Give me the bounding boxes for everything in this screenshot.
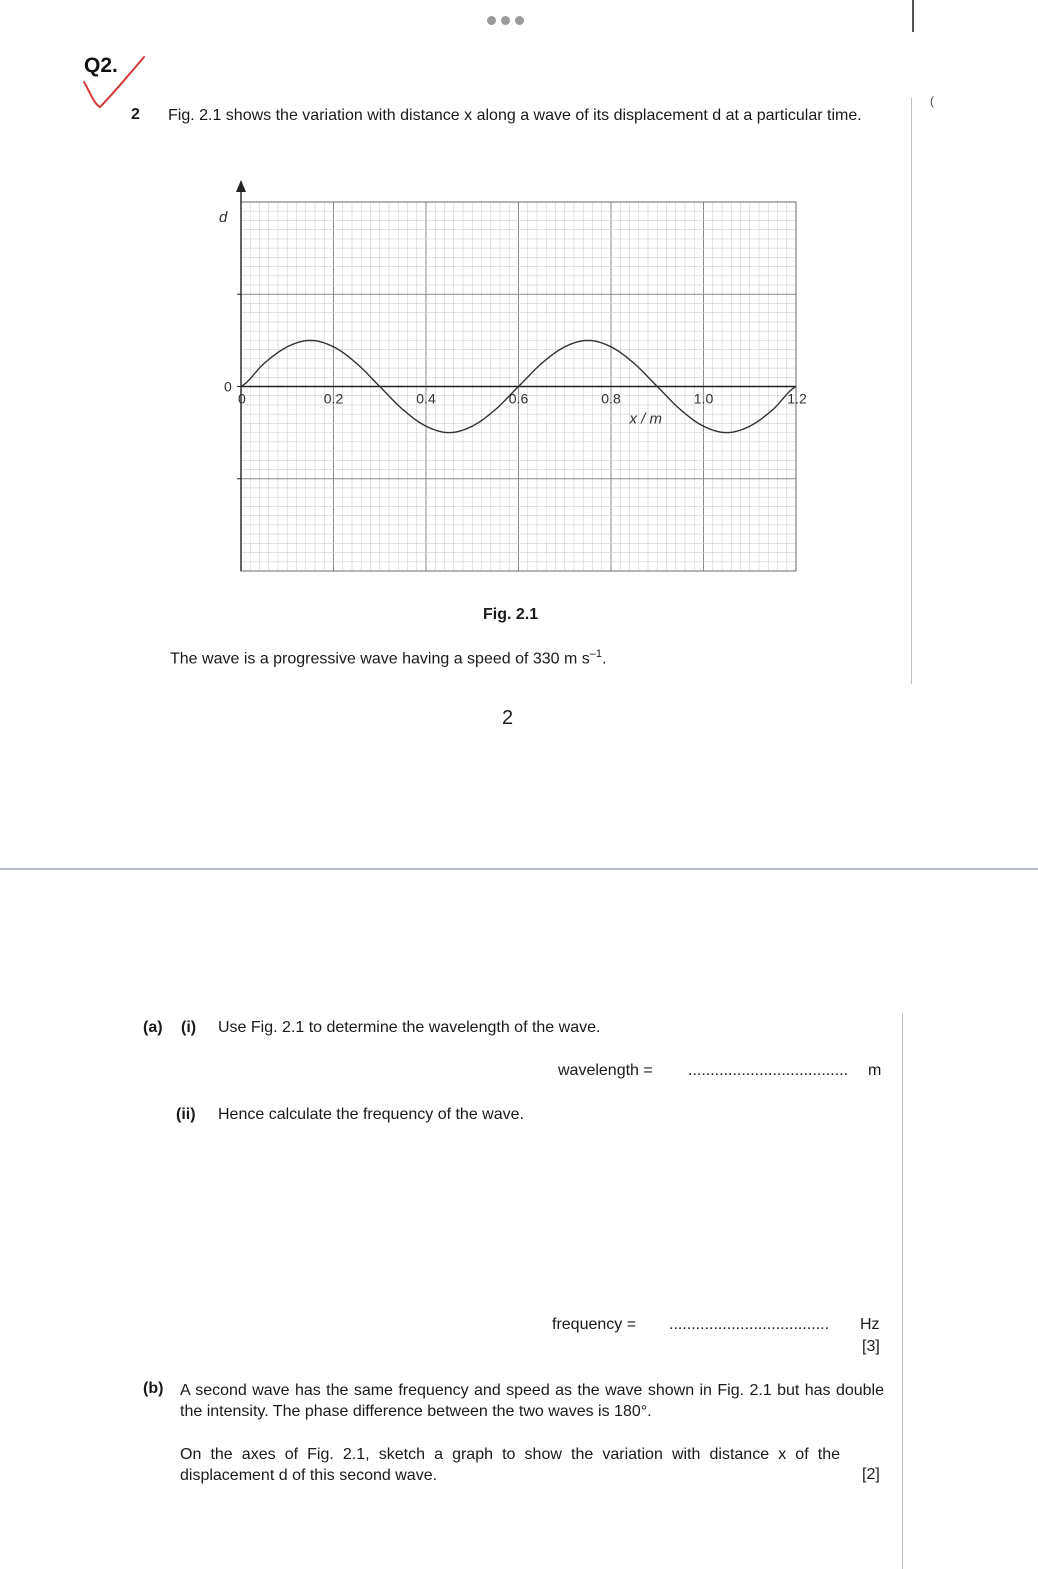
- side-mark: (: [930, 94, 934, 108]
- question-label: Q2.: [84, 54, 118, 77]
- wavelength-answer-field[interactable]: ....................................: [688, 1062, 849, 1079]
- part-a-label: (a): [143, 1019, 163, 1036]
- y-axis-arrow: [236, 180, 246, 192]
- more-dots-icon[interactable]: [487, 16, 524, 25]
- x-tick-label: 1.0: [693, 390, 714, 407]
- edge-line: [912, 0, 914, 32]
- wave-chart: [200, 175, 820, 585]
- checkmark-icon: [80, 52, 150, 112]
- dot: [487, 16, 496, 25]
- frequency-unit: Hz: [860, 1316, 880, 1333]
- speed-end: .: [602, 650, 607, 668]
- margin-line: [902, 1013, 903, 1569]
- wavelength-answer-label: wavelength =: [558, 1062, 653, 1079]
- frequency-answer-field[interactable]: ....................................: [669, 1316, 830, 1333]
- x-tick-label: 0.8: [601, 390, 621, 407]
- wavelength-unit: m: [868, 1062, 882, 1079]
- speed-statement: [170, 648, 606, 668]
- frequency-answer-label: frequency =: [552, 1316, 637, 1333]
- question-stem: Fig. 2.1 shows the variation with distance x along a wave of its displacement d at a particular time.: [168, 107, 862, 124]
- page-separator: [0, 868, 1038, 870]
- margin-line: [911, 98, 912, 684]
- speed-text: The wave is a progressive wave having a speed of 330 m s: [170, 650, 590, 668]
- x-tick-label: 0.4: [416, 390, 436, 407]
- page-number: 2: [502, 707, 514, 729]
- x-axis-label: x / m: [629, 410, 662, 428]
- speed-exponent: –1: [589, 648, 603, 660]
- figure-caption: Fig. 2.1: [483, 606, 539, 623]
- x-tick-label: 0: [238, 390, 246, 407]
- y-axis-label: d: [219, 209, 228, 226]
- dot: [501, 16, 510, 25]
- part-a-ii-text: Hence calculate the frequency of the wave.: [218, 1106, 524, 1123]
- part-a-marks: [3]: [862, 1338, 880, 1355]
- part-b-label: (b): [143, 1380, 164, 1397]
- x-tick-label: 0.6: [508, 390, 529, 407]
- part-a-i-text: Use Fig. 2.1 to determine the wavelength of the wave.: [218, 1019, 601, 1036]
- question-number: 2: [131, 106, 140, 123]
- part-a-ii-label: (ii): [176, 1106, 196, 1123]
- x-tick-label: 0.2: [323, 390, 344, 407]
- part-b-text-2: On the axes of Fig. 2.1, sketch a graph to show the variation with distance x of the displacement d of this second wave.: [180, 1446, 840, 1484]
- part-b-marks: [2]: [862, 1466, 880, 1483]
- x-tick-label: 1.2: [787, 390, 807, 407]
- dot: [515, 16, 524, 25]
- part-b-text-1: A second wave has the same frequency and speed as the wave shown in Fig. 2.1 but has double the intensity. The phase difference between the two waves is 180°.: [180, 1382, 884, 1420]
- part-a-i-label: (i): [181, 1019, 197, 1036]
- origin-label: 0: [224, 378, 232, 395]
